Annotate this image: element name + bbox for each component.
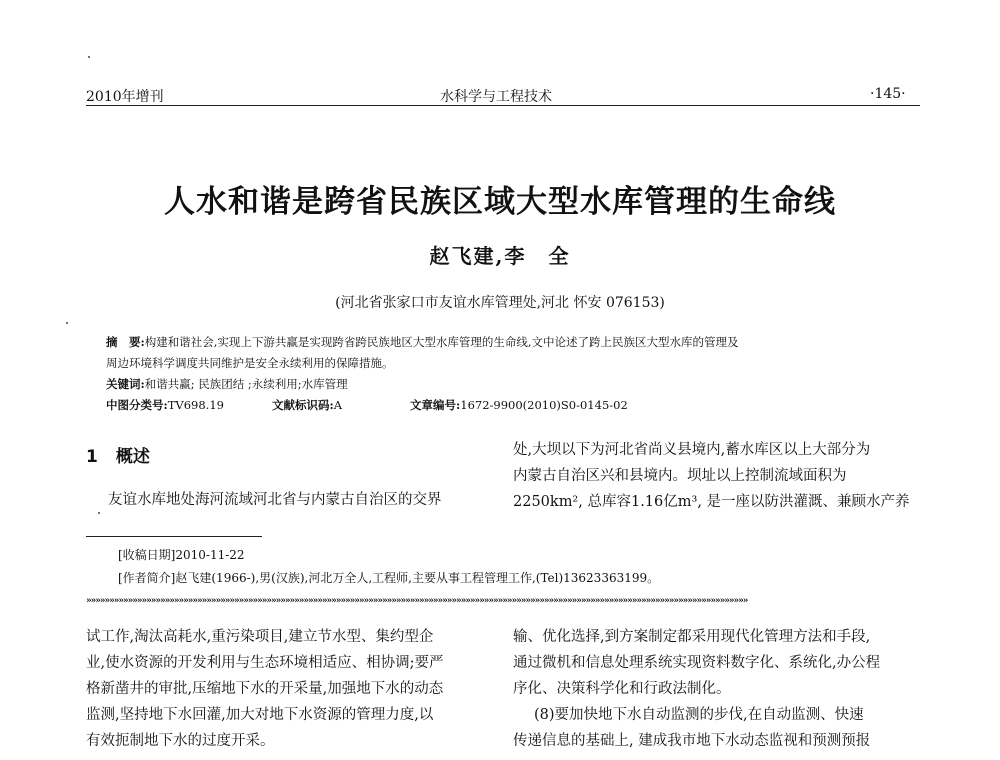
header-page-number: ·145· [870,86,906,102]
section-number: 1 [86,447,98,467]
right-column-line: 处,大坝以下为河北省尚义县境内,蓄水库区以上大部分为 [513,442,871,458]
right-column-line: 通过微机和信息处理系统实现资料数字化、系统化,办公程 [513,655,881,671]
abstract-text-line1: 构建和谐社会,实现上下游共赢是实现跨省跨民族地区大型水库管理的生命线,文中论述了跨上民族区大型水库的管理及 [144,335,739,349]
article-number-value: 1672-9900(2010)S0-0145-02 [460,398,628,412]
received-value: 2010-11-22 [175,548,245,562]
left-column-line: 试工作,淘汰高耗水,重污染项目,建立节水型、集约型企 [86,629,434,645]
right-column-line: 传递信息的基础上, 建成我市地下水动态监视和预测预报 [513,733,871,749]
scan-speck [66,322,68,324]
article-number [410,397,628,413]
author-bio-label: [作者简介] [118,571,176,585]
keywords-label: 关键词: [106,377,145,391]
section-heading [86,442,150,467]
header-journal: 水科学与工程技术 [440,89,552,105]
clc-value: TV698.19 [167,398,224,412]
right-column-line: 序化、决策科学化和行政法制化。 [513,681,731,697]
right-column-line: 内蒙古自治区兴和县境内。坝址以上控制流域面积为 [513,468,847,484]
right-column-line: (8)要加快地下水自动监测的步伐,在自动监测、快速 [534,707,864,723]
left-column-line: 友谊水库地处海河流域河北省与内蒙古自治区的交界 [108,492,442,508]
article-number-label: 文章编号: [410,398,461,412]
section-title: 概述 [115,447,150,467]
scan-speck [98,512,100,514]
footnote-rule [86,536,262,537]
left-column-line: 业,使水资源的开发利用与生态环境相适应、相协调;要严 [86,655,444,671]
header-issue: 2010年增刊 [86,89,164,105]
left-column-line: 监测,坚持地下水回灌,加大对地下水资源的管理力度,以 [86,707,434,723]
abstract-label: 摘 要: [106,335,145,349]
keywords [106,376,348,392]
left-column-line: 有效扼制地下水的过度开采。 [86,733,275,749]
received-date [118,546,245,563]
author-bio-value: 赵飞建(1966-),男(汉族),河北万全人,工程师,主要从事工程管理工作,(Tel)13623363199。 [175,571,660,585]
classification-code [106,397,224,413]
keywords-value: 和谐共赢; 民族团结 ;永续利用;水库管理 [144,377,348,391]
abstract [106,334,739,350]
left-column-line: 格新凿井的审批,压缩地下水的开采量,加强地下水的动态 [86,681,444,697]
document-code [272,397,342,413]
scan-speck [88,56,90,58]
header-rule [86,105,920,106]
clc-label: 中图分类号: [106,398,168,412]
doc-code-value: A [333,398,343,412]
paper-authors: 赵飞建,李 全 [429,244,571,268]
right-column-line: 2250km², 总库容1.16亿m³, 是一座以防洪灌溉、兼顾水产养 [513,494,910,510]
author-affiliation: (河北省张家口市友谊水库管理处,河北 怀安 076153) [335,295,665,311]
received-label: [收稿日期] [118,548,176,562]
doc-code-label: 文献标识码: [272,398,334,412]
right-column-line: 输、优化选择,到方案制定都采用现代化管理方法和手段, [513,629,871,645]
continuation-separator: »»»»»»»»»»»»»»»»»»»»»»»»»»»»»»»»»»»»»»»»»»»»»»»»»»»»»»»»»»»»»»»»»»»»»»»»»»»»»»»»»»»»»»»»»»»»»»»»»»»»»»»»»»»»»»»»»»»»»»»»»»»»»»»»»»»»»»»»»»»»»»» [86,596,748,606]
abstract-text-line2: 周边环境科学调度共同维护是安全永续利用的保障措施。 [106,356,394,370]
paper-title: 人水和谐是跨省民族区域大型水库管理的生命线 [164,184,836,220]
author-bio [118,569,659,586]
